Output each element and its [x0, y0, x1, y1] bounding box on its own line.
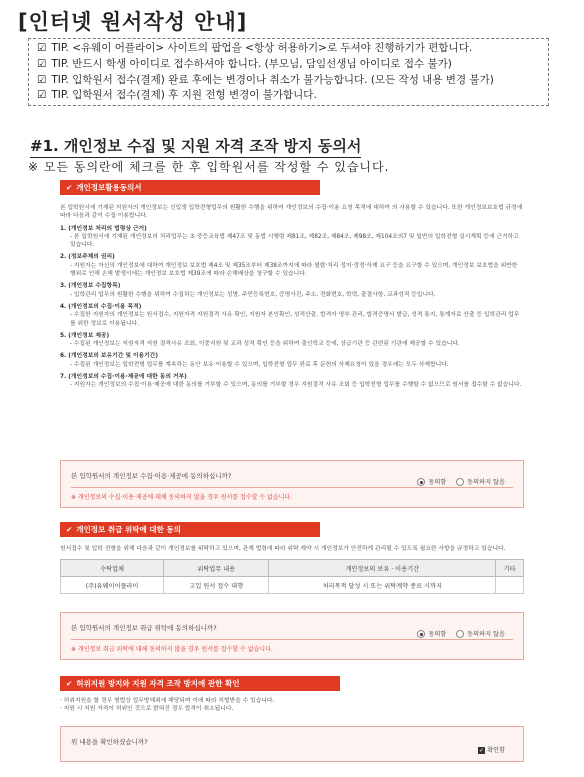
- radio-checked-icon: [417, 478, 425, 486]
- privacy-item-head: 3. (개인정보 수집항목): [60, 283, 121, 290]
- consign-intro: 원서접수 및 입학 전형을 위해 다음과 같이 개인정보를 위탁하고 있으며, 관계 법령에 따라 위탁 계약 시 개인정보가 안전하게 관리될 수 있도록 필요한 사항을 규정하고 있습니다.: [60, 546, 506, 552]
- page-title: [인터넷 원서작성 안내]: [18, 10, 248, 34]
- radio-unchecked-icon: [456, 630, 464, 638]
- section-title: #1. 개인정보 수집 및 지원 자격 조작 방지 동의서: [30, 135, 361, 158]
- radio-unchecked-icon: [456, 478, 464, 486]
- privacy-bar-label: 개인정보활용동의서: [76, 183, 142, 192]
- consign-bar: [60, 522, 320, 537]
- consign-agree-box: [60, 612, 524, 660]
- table-header: 수탁업체: [61, 560, 164, 577]
- tip-item: [37, 88, 540, 104]
- checkbox-icon: ☑: [37, 57, 47, 70]
- consign-warning: ※ 개인정보 취급 위탁에 대해 동의하지 않을 경우 원서를 접수할 수 없습니다.: [71, 646, 273, 653]
- privacy-disagree-radio[interactable]: [456, 479, 505, 486]
- fraud-question: 위 내용을 확인하셨습니까?: [71, 738, 148, 746]
- privacy-options: [417, 477, 505, 486]
- consign-question: 본 입학원서의 개인정보 취급 위탁에 동의하십니까?: [71, 624, 217, 632]
- consign-disagree-label: 동의하지 않음: [467, 631, 505, 638]
- privacy-agree-label: 동의함: [428, 479, 447, 486]
- privacy-item-head: 5. (개인정보 제공): [60, 332, 110, 339]
- fraud-confirm-label: 확인함: [487, 747, 505, 754]
- consign-bar-label: 개인정보 취급 위탁에 대한 동의: [76, 525, 181, 534]
- privacy-item-body: - 본 입학원서에 기재된 개인정보의 처리업무는 초·중등교육법 제47조 및 동법 시행령 제81조, 제82조, 제84조, 제98조, 제104조의7 및 일반의 입학전형 실시계획 등에 근거하고 있습니다.: [70, 233, 519, 249]
- section-note: ※ 모든 동의란에 체크를 한 후 입학원서를 작성할 수 있습니다.: [28, 160, 390, 174]
- privacy-item-body: - 수집된 개인정보는 지원자격 지원 결격사유 조회, 이중지원 및 교과 성적 확인 등을 위하여 출신학교 등에, 상급기관 등 관련된 기관에 제공할 수 있습니다.: [70, 341, 460, 348]
- fraud-bar: [60, 676, 340, 691]
- table-cell: (주)유웨이어플라이: [61, 577, 164, 594]
- consign-disagree-radio[interactable]: [456, 631, 505, 638]
- privacy-disagree-label: 동의하지 않음: [467, 479, 505, 486]
- privacy-item-head: 4. (개인정보의 수집·이용 목적): [60, 303, 142, 310]
- privacy-body: [60, 204, 524, 390]
- checkbox-icon: ☑: [37, 73, 47, 86]
- privacy-intro: 본 입학원서에 기재된 지원자의 개인정보는 신입생 입학전형업무의 원활한 수행을 위하여 개인정보의 수집·이용 요청 목적에 대하여 의 사용할 수 있습니다. 또한 개인정보보호법 규정에 따라 다음과 같이 수집·이용합니다.: [60, 205, 523, 220]
- tip-text: TIP. 입학원서 접수(결제) 완료 후에는 변경이나 취소가 불가능합니다. (모든 작성 내용 변경 불가): [51, 73, 494, 86]
- checkbox-icon: ☑: [37, 42, 47, 54]
- divider: [71, 639, 513, 640]
- privacy-agree-box: [60, 460, 524, 508]
- check-icon: ✔: [66, 679, 73, 688]
- radio-checked-icon: [417, 630, 425, 638]
- table-header: 개인정보의 보유 · 이용기간: [269, 560, 496, 577]
- privacy-item-body: - 수집한 지원자의 개인정보는 원서접수, 지원자격 지원결격 사유 확인, 지원자 본인확인, 성적산출, 합격자 명부 관리, 합격증명서 발급, 성적 통지, 통계자료 산출 등 입학관리 업무를 위한 정보로 이용됩니다.: [70, 312, 520, 327]
- privacy-item-head: 2. (정보주체의 권리): [60, 254, 115, 261]
- divider: [71, 487, 513, 488]
- privacy-warning: ※ 개인정보의 수집·이용·제공에 대해 동의하지 않을 경우 원서를 접수할 수 없습니다.: [71, 494, 293, 501]
- checkbox-icon: ☑: [37, 89, 47, 102]
- table-cell: 처리목적 달성 시 또는 위탁계약 종료 시까지: [269, 577, 496, 594]
- tip-item: [37, 57, 540, 73]
- fraud-body: [60, 697, 524, 714]
- consign-form: [60, 522, 524, 594]
- fraud-line: · 허위지원을 할 경우 형법상 업무방해죄에 해당되며 이에 따라 처벌받을 수 있습니다.: [60, 698, 275, 704]
- table-row: [61, 577, 524, 594]
- tip-box: [28, 38, 549, 106]
- privacy-question: 본 입학원서의 개인정보 수집·이용·제공에 동의하십니까?: [71, 472, 232, 480]
- table-cell: [496, 577, 524, 594]
- tip-text: TIP. 입학원서 접수(결제) 후 지원 전형 변경이 불가합니다.: [51, 89, 317, 102]
- privacy-item-body: - 지원자는 자신의 개인정보에 대하여 개인정보 보호법 제4조 및 제35조부터 제38조까지에 따라 열람·처리 정지·정정·삭제 요구 등을 요구할 수 있으며, 개인정보 보호법을 위반한 행위로 인해 손해 발생시에는 개인정보 보호법 제39조에 따라 손해배상을 청구할 수 있습니다.: [70, 262, 518, 278]
- consign-agree-radio[interactable]: [417, 631, 446, 638]
- table-header-row: [61, 560, 524, 577]
- tip-text: TIP. 반드시 학생 아이디로 접수하셔야 합니다. (부모님, 담임선생님 아이디로 접수 불가): [51, 57, 452, 70]
- table-header: 위탁업무 내용: [164, 560, 269, 577]
- privacy-agree-radio[interactable]: [417, 479, 446, 486]
- privacy-form: [60, 180, 524, 390]
- privacy-item-body: - 지원자는 개인정보의 수집·이용·제공에 대한 동의를 거부할 수 있으며, 동의를 거부할 경우 지원결격 사유 조회 등 입학전형 업무를 수행할 수 없으므로 원서를 접수할 수 없습니다.: [70, 382, 522, 389]
- tip-text: TIP. <유웨이 어플라이> 사이트의 팝업을 <항상 허용하기>로 두셔야 진행하기가 편합니다.: [51, 42, 473, 54]
- fraud-bar-label: 허위지원 방지와 지원 자격 조작 방지에 관한 확인: [76, 679, 240, 688]
- fraud-confirm-box: [60, 726, 524, 762]
- privacy-bar: [60, 180, 320, 195]
- consign-agree-label: 동의함: [428, 631, 447, 638]
- table-cell: 고입 원서 접수 대행: [164, 577, 269, 594]
- fraud-form: [60, 676, 524, 714]
- tip-item: [37, 73, 540, 89]
- privacy-item-body: - 수집된 개인정보는 입학전형 업무를 계속하는 동안 보유·이용할 수 있으며, 입학전형 업무 완료 후 문헌의 삭제요청이 있을 경우에는 모두 삭제합니다.: [70, 361, 449, 368]
- consign-options: [417, 629, 505, 638]
- privacy-item-head: 6. (개인정보의 보유기간 및 이용기간): [60, 353, 159, 360]
- fraud-line: · 지원 시 지원 자격이 허위인 것으로 밝혀진 경우 합격이 취소됩니다.: [60, 706, 234, 713]
- check-icon: ✔: [66, 183, 73, 192]
- consign-table: [60, 559, 524, 594]
- privacy-item-head: 7. (개인정보의 수집·이용·제공에 대한 동의 거부): [60, 374, 187, 381]
- privacy-item-head: 1. (개인정보 처리의 법령상 근거): [60, 225, 147, 232]
- checkbox-checked-icon: ✓: [479, 746, 485, 754]
- table-header: 기타: [496, 560, 524, 577]
- fraud-confirm-checkbox[interactable]: [478, 745, 505, 754]
- check-icon: ✔: [66, 525, 73, 534]
- tip-item: [37, 41, 540, 57]
- privacy-item-body: - 입학관리 업무의 원활한 수행을 위하여 수집하는 개인정보는 성명, 주민등록번호, 증명사진, 주소, 전화번호, 학력, 출결사항, 교과성적 등입니다.: [70, 291, 436, 298]
